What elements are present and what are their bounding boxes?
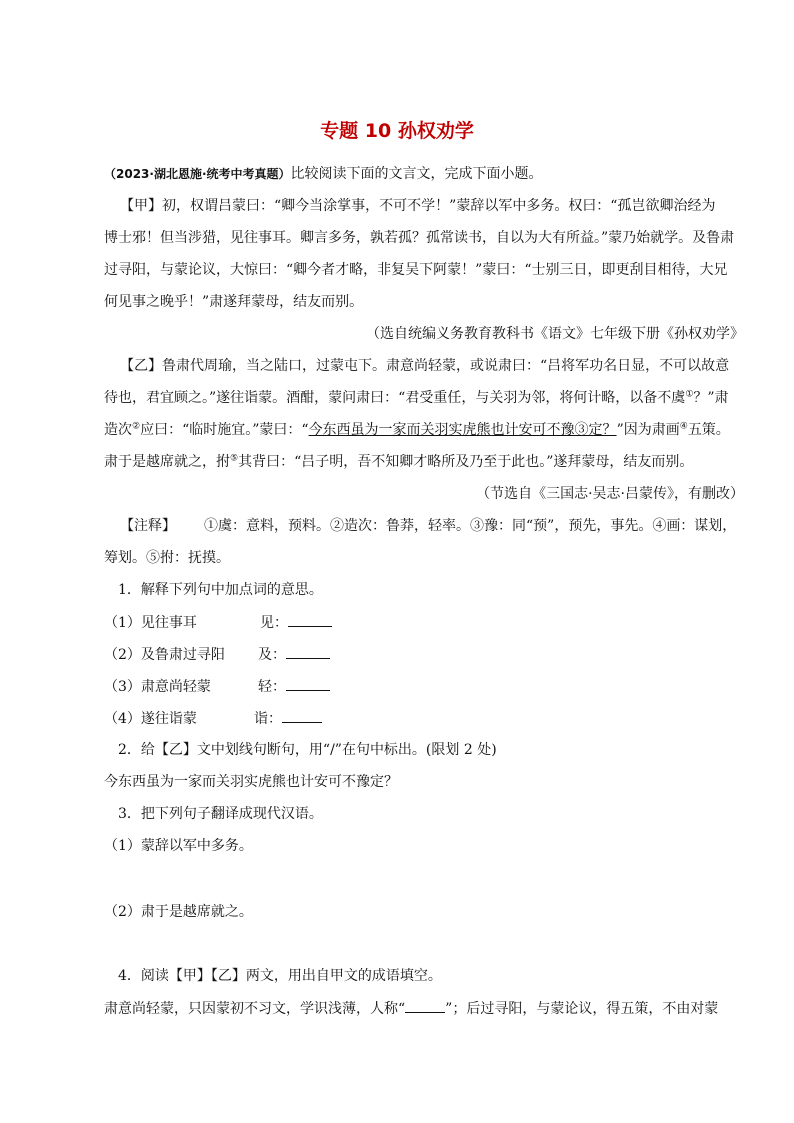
question-intro [104, 164, 724, 184]
answer-blank[interactable] [288, 612, 332, 627]
passage-yi-line-4-a: 肃于是越席就之，拊 [104, 454, 230, 470]
question-4-stem: 4．阅读【甲】【乙】两文，用出自甲文的成语填空。 [118, 968, 442, 984]
passage-jia-citation: （选自统编义务教育教科书《语文》七年级下册《孙权劝学》 [366, 326, 744, 342]
question-4-text [104, 998, 724, 1019]
notes-label: 【注释】 [120, 518, 176, 534]
question-3-item-1: （1）蒙辞以军中多务。 [104, 838, 253, 854]
page-title: 专题 10 孙权劝学 [320, 120, 474, 142]
passage-jia-line-2: 博士邪！但当涉猎，见往事耳。卿言多务，孰若孤？孤常读书，自以为大有所益。”蒙乃始就学。及鲁肃 [104, 230, 735, 246]
q1-item-3-sentence: （3）肃意尚轻蒙 [104, 679, 211, 695]
passage-yi-line-2-text: 待也，君宜顾之。”遂往诣蒙。酒酣，蒙问肃曰：“君受重任，与关羽为邻，将何计略，以备不虞 [104, 390, 686, 406]
note-marker: ⑤ [230, 453, 239, 464]
passage-jia-line-1: 【甲】初，权谓吕蒙曰：“卿今当涂掌事，不可不学！”蒙辞以军中多务。权曰：“孤岂欲卿治经为 [120, 198, 716, 214]
question-1-stem: 1．解释下列句中加点词的意思。 [118, 582, 323, 598]
q1-item-2 [104, 644, 724, 665]
passage-yi-line-2-tail: ？”肃 [693, 390, 729, 406]
passage-yi-citation: （节选自《三国志·吴志·吕蒙传》，有删改） [476, 486, 744, 502]
q4-text-a: 肃意尚轻蒙，只因蒙初不习文，学识浅薄，人称“ [104, 1001, 406, 1017]
passage-yi-line-3-b: 应曰：“临时施宜。”蒙曰：“ [140, 422, 309, 438]
q1-item-4-sentence: （4）遂往诣蒙 [104, 711, 197, 727]
q1-item-3 [104, 676, 724, 697]
question-2-sentence: 今东西虽为一家而关羽实虎熊也计安可不豫定？ [104, 774, 398, 790]
answer-blank[interactable] [286, 644, 330, 659]
note-marker: ② [132, 421, 141, 432]
answer-blank[interactable] [282, 708, 322, 723]
answer-blank[interactable] [286, 676, 330, 691]
answer-blank[interactable] [405, 998, 445, 1013]
q1-item-4 [104, 708, 724, 729]
passage-yi-line-1: 【乙】鲁肃代周瑜，当之陆口，过蒙屯下。肃意尚轻蒙，或说肃曰：“吕将军功名日显，不可以故意 [120, 358, 730, 374]
intro-instruction: 比较阅读下面的文言文，完成下面小题。 [290, 166, 543, 182]
notes-line-2: 筹划。⑤拊：抚摸。 [104, 550, 230, 566]
passage-jia-line-4: 何见事之晚乎！”肃遂拜蒙母，结友而别。 [104, 294, 364, 310]
note-marker: ④ [679, 421, 688, 432]
passage-yi-line-4 [104, 452, 724, 472]
question-3-stem: 3．把下列句子翻译成现代汉语。 [118, 806, 323, 822]
q1-item-1-word: 见： [260, 615, 288, 631]
passage-yi-line-3-a: 造次 [104, 422, 132, 438]
q1-item-1 [104, 612, 724, 633]
q4-text-b: ”；后过寻阳，与蒙论议，得五策，不由对蒙 [445, 1001, 719, 1017]
question-3-item-2: （2）肃于是越席就之。 [104, 904, 253, 920]
q1-item-2-sentence: （2）及鲁肃过寻阳 [104, 647, 225, 663]
q1-item-1-sentence: （1）见往事耳 [104, 615, 197, 631]
note-marker: ① [685, 389, 694, 400]
passage-yi-line-2 [104, 388, 729, 408]
passage-yi-line-4-b: 其背曰：“吕子明，吾不知卿才略所及乃至于此也。”遂拜蒙母，结友而别。 [238, 454, 694, 470]
passage-yi-line-3-c: ”因为肃画 [616, 422, 680, 438]
passage-yi-line-3 [104, 420, 730, 440]
q1-item-3-word: 轻： [258, 679, 286, 695]
q1-item-2-word: 及： [258, 647, 286, 663]
underlined-sentence: 今东西虽为一家而关羽实虎熊也计安可不豫③定？ [308, 422, 617, 438]
q1-item-4-word: 诣： [254, 711, 282, 727]
exam-source: （2023·湖北恩施·统考中考真题） [104, 167, 291, 181]
question-2-stem: 2．给【乙】文中划线句断句，用“/”在句中标出。(限划 2 处) [118, 742, 497, 758]
notes-line-1 [120, 516, 740, 536]
passage-jia-line-3: 过寻阳，与蒙论议，大惊曰：“卿今者才略，非复吴下阿蒙！”蒙曰：“士别三日，即更刮目相待，大兄 [104, 262, 728, 278]
notes-text-1: ①虞：意料，预料。②造次：鲁莽，轻率。③豫：同“预”，预先，事先。④画：谋划， [204, 518, 737, 534]
passage-yi-line-3-d: 五策。 [687, 422, 730, 438]
